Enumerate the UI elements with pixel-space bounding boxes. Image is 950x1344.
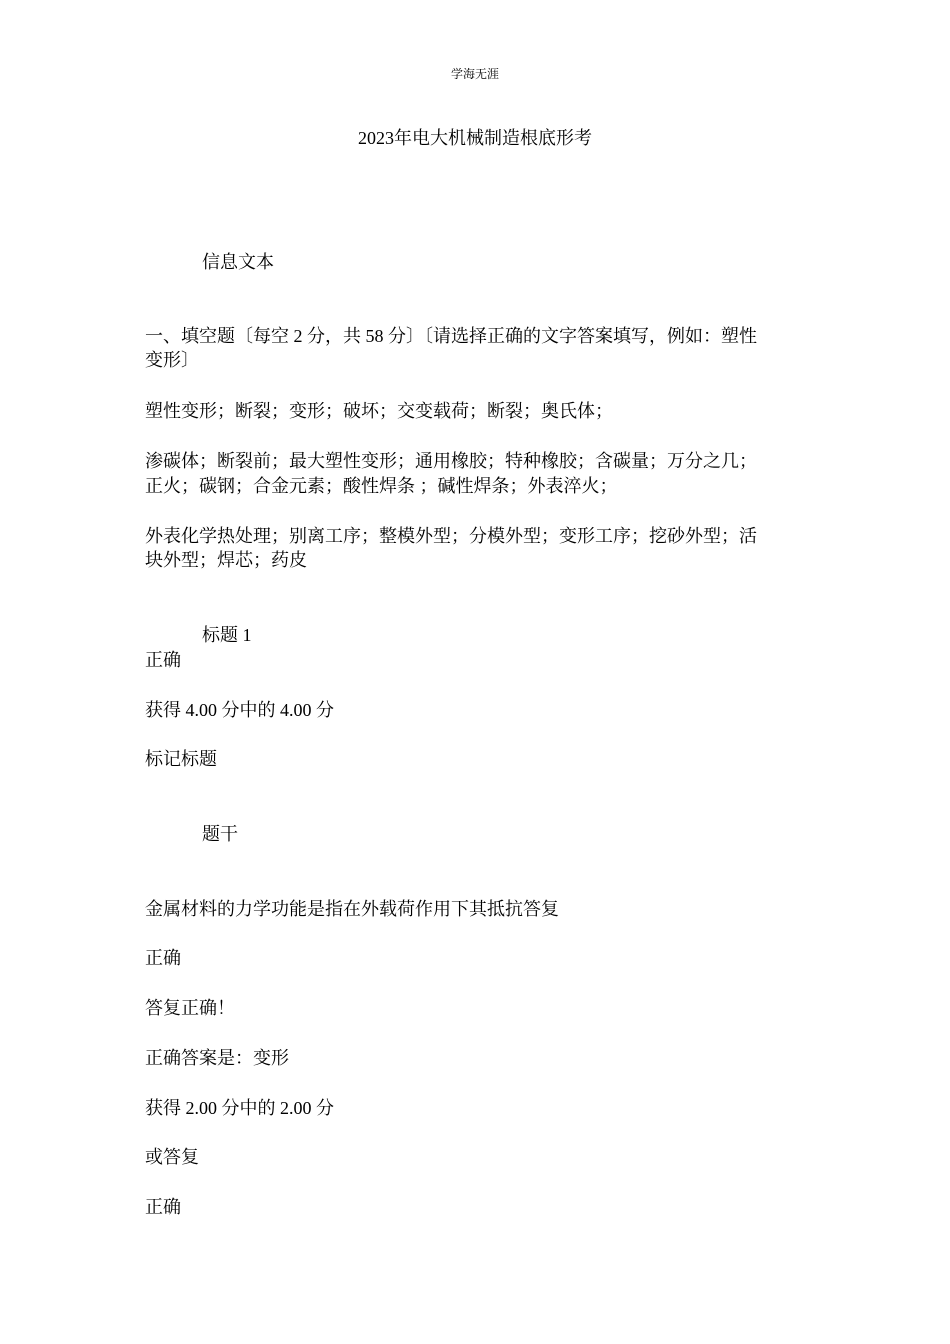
question-stem-label: 题干: [202, 824, 238, 844]
options-line-3: 正火；碳钢；合金元素；酸性焊条 ；碱性焊条；外表淬火；: [145, 476, 618, 496]
answer-score: 获得 2.00 分中的 2.00 分: [145, 1098, 334, 1118]
section-heading-line-2: 变形〕: [145, 350, 199, 370]
options-line-5: 块外型；焊芯；药皮: [145, 550, 307, 570]
document-title: 2023年电大机械制造根底形考: [358, 128, 592, 148]
info-text-label: 信息文本: [202, 252, 274, 272]
or-answer-label: 或答复: [145, 1147, 199, 1167]
options-line-2: 渗碳体；断裂前；最大塑性变形；通用橡胶；特种橡胶；含碳量；万分之几；: [145, 451, 757, 471]
options-line-1: 塑性变形；断裂；变形；破坏；交变载荷；断裂；奥氏体；: [145, 401, 613, 421]
flag-question-link[interactable]: 标记标题: [145, 749, 217, 769]
question-label: 标题 1: [202, 625, 252, 645]
answer-status-2: 正确: [145, 1197, 181, 1217]
answer-status: 正确: [145, 948, 181, 968]
answer-feedback: 答复正确！: [145, 998, 235, 1018]
question-stem: 金属材料的力学功能是指在外载荷作用下其抵抗答复: [145, 899, 559, 919]
section-heading-line-1: 一、填空题〔每空 2 分，共 58 分〕〔请选择正确的文字答案填写，例如：塑性: [145, 326, 757, 346]
page-header: 学海无涯: [450, 67, 499, 81]
question-score: 获得 4.00 分中的 4.00 分: [145, 700, 334, 720]
correct-answer: 正确答案是：变形: [145, 1048, 289, 1068]
options-line-4: 外表化学热处理；别离工序；整模外型；分模外型；变形工序；挖砂外型；活: [145, 526, 757, 546]
question-status: 正确: [145, 650, 181, 670]
